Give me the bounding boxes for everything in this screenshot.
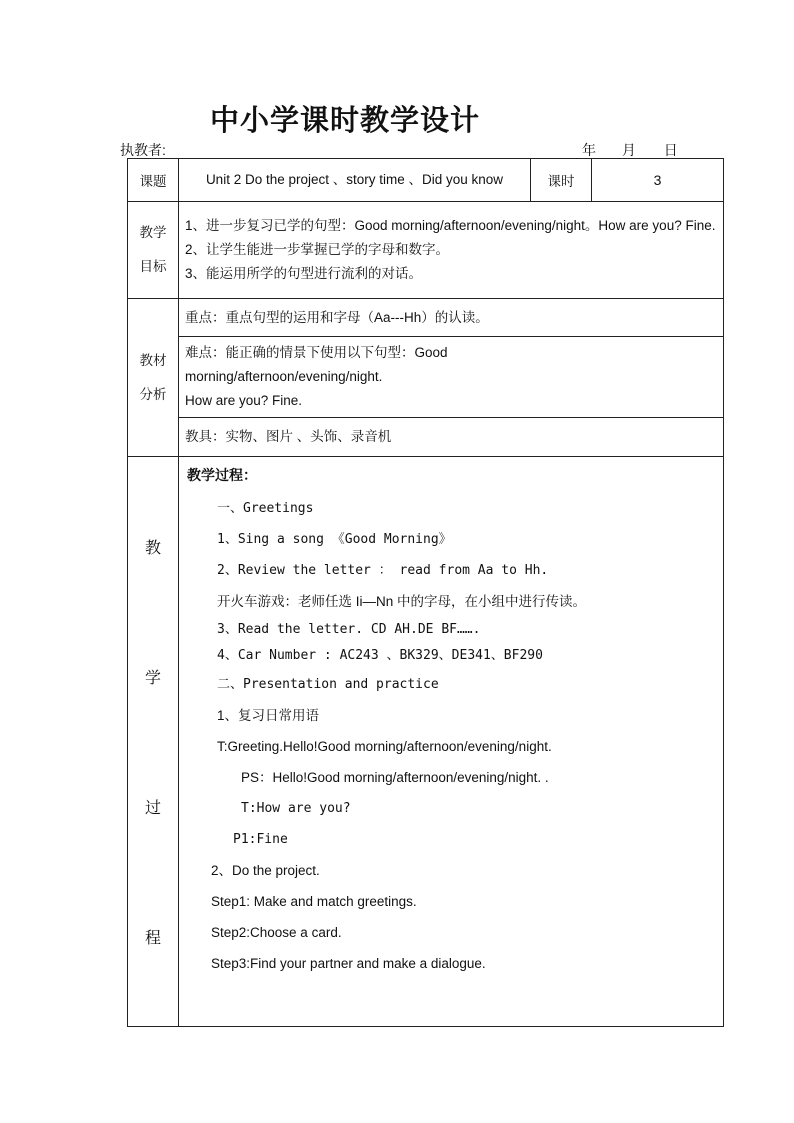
lesson-plan-table xyxy=(127,158,724,1027)
objectives-content xyxy=(179,202,724,299)
process-line: 1、复习日常用语 xyxy=(217,708,320,723)
period-value: 3 xyxy=(592,159,724,202)
teacher-label: 执教者: xyxy=(120,142,166,158)
process-line: P1:Fine xyxy=(233,832,288,847)
topic-value: Unit 2 Do the project 、story time 、Did you know xyxy=(179,159,531,202)
process-heading: 教学过程： xyxy=(187,467,257,483)
objectives-label xyxy=(128,202,179,299)
objective-item: 2、让学生能进一步掌握已学的字母和数字。 xyxy=(185,242,450,257)
process-line: 开火车游戏：老师任选 Ii—Nn 中的字母，在小组中进行传读。 xyxy=(217,594,587,609)
objectives-label-1: 教学 xyxy=(139,225,167,240)
process-line: 二、Presentation and practice xyxy=(217,677,439,692)
period-label: 课时 xyxy=(531,159,592,202)
process-line: Step2:Choose a card. xyxy=(211,925,342,940)
analysis-label-1: 教材 xyxy=(139,352,167,368)
process-label-char: 过 xyxy=(144,800,161,817)
page-title: 中小学课时教学设计 xyxy=(210,103,481,137)
process-line: 1、Sing a song 《Good Morning》 xyxy=(217,532,452,547)
process-line: 3、Read the letter. CD AH.DE BF……. xyxy=(217,622,481,637)
process-line: T:How are you? xyxy=(241,801,351,816)
process-label-char: 学 xyxy=(144,670,161,687)
date-day-label: 日 xyxy=(663,142,678,158)
process-line: T:Greeting.Hello!Good morning/afternoon/evening/night. xyxy=(217,739,552,754)
difficult-point xyxy=(179,337,724,418)
objectives-row xyxy=(128,202,724,299)
date-month-label: 月 xyxy=(621,142,636,158)
process-label xyxy=(128,457,179,1027)
process-line: 4、Car Number : AC243 、BK329、DE341、BF290 xyxy=(217,648,543,663)
process-row xyxy=(128,457,724,1027)
key-point-row xyxy=(128,299,724,337)
objectives-label-2: 目标 xyxy=(139,259,167,274)
process-label-char: 程 xyxy=(144,930,161,947)
process-content xyxy=(179,457,724,1027)
date-fields xyxy=(582,140,678,160)
process-line: Step1: Make and match greetings. xyxy=(211,894,417,909)
difficult-line: How are you? Fine. xyxy=(185,393,303,408)
process-line: 一、Greetings xyxy=(217,501,314,516)
teaching-tools: 教具：实物、图片 、头饰、录音机 xyxy=(179,418,724,457)
analysis-label-2: 分析 xyxy=(139,386,167,402)
process-line: PS：Hello!Good morning/afternoon/evening/night. . xyxy=(241,770,549,785)
process-line: 2、Review the letter ： read from Aa to Hh. xyxy=(217,563,549,578)
process-line: 2、Do the project. xyxy=(211,863,320,878)
difficult-point-row xyxy=(128,337,724,418)
topic-label: 课题 xyxy=(128,159,179,202)
difficult-line: 难点：能正确的情景下使用以下句型：Good xyxy=(185,345,448,360)
tools-row xyxy=(128,418,724,457)
topic-row xyxy=(128,159,724,202)
analysis-label xyxy=(128,299,179,457)
objective-item: 1、进一步复习已学的句型：Good morning/afternoon/evening/night。How are you? Fine. xyxy=(185,218,716,233)
process-line: Step3:Find your partner and make a dialogue. xyxy=(211,956,486,971)
process-label-char: 教 xyxy=(144,540,161,557)
objective-item: 3、能运用所学的句型进行流利的对话。 xyxy=(185,266,423,281)
difficult-line: morning/afternoon/evening/night. xyxy=(185,369,383,384)
date-year-label: 年 xyxy=(582,142,596,158)
key-point: 重点：重点句型的运用和字母（Aa---Hh）的认读。 xyxy=(179,299,724,337)
